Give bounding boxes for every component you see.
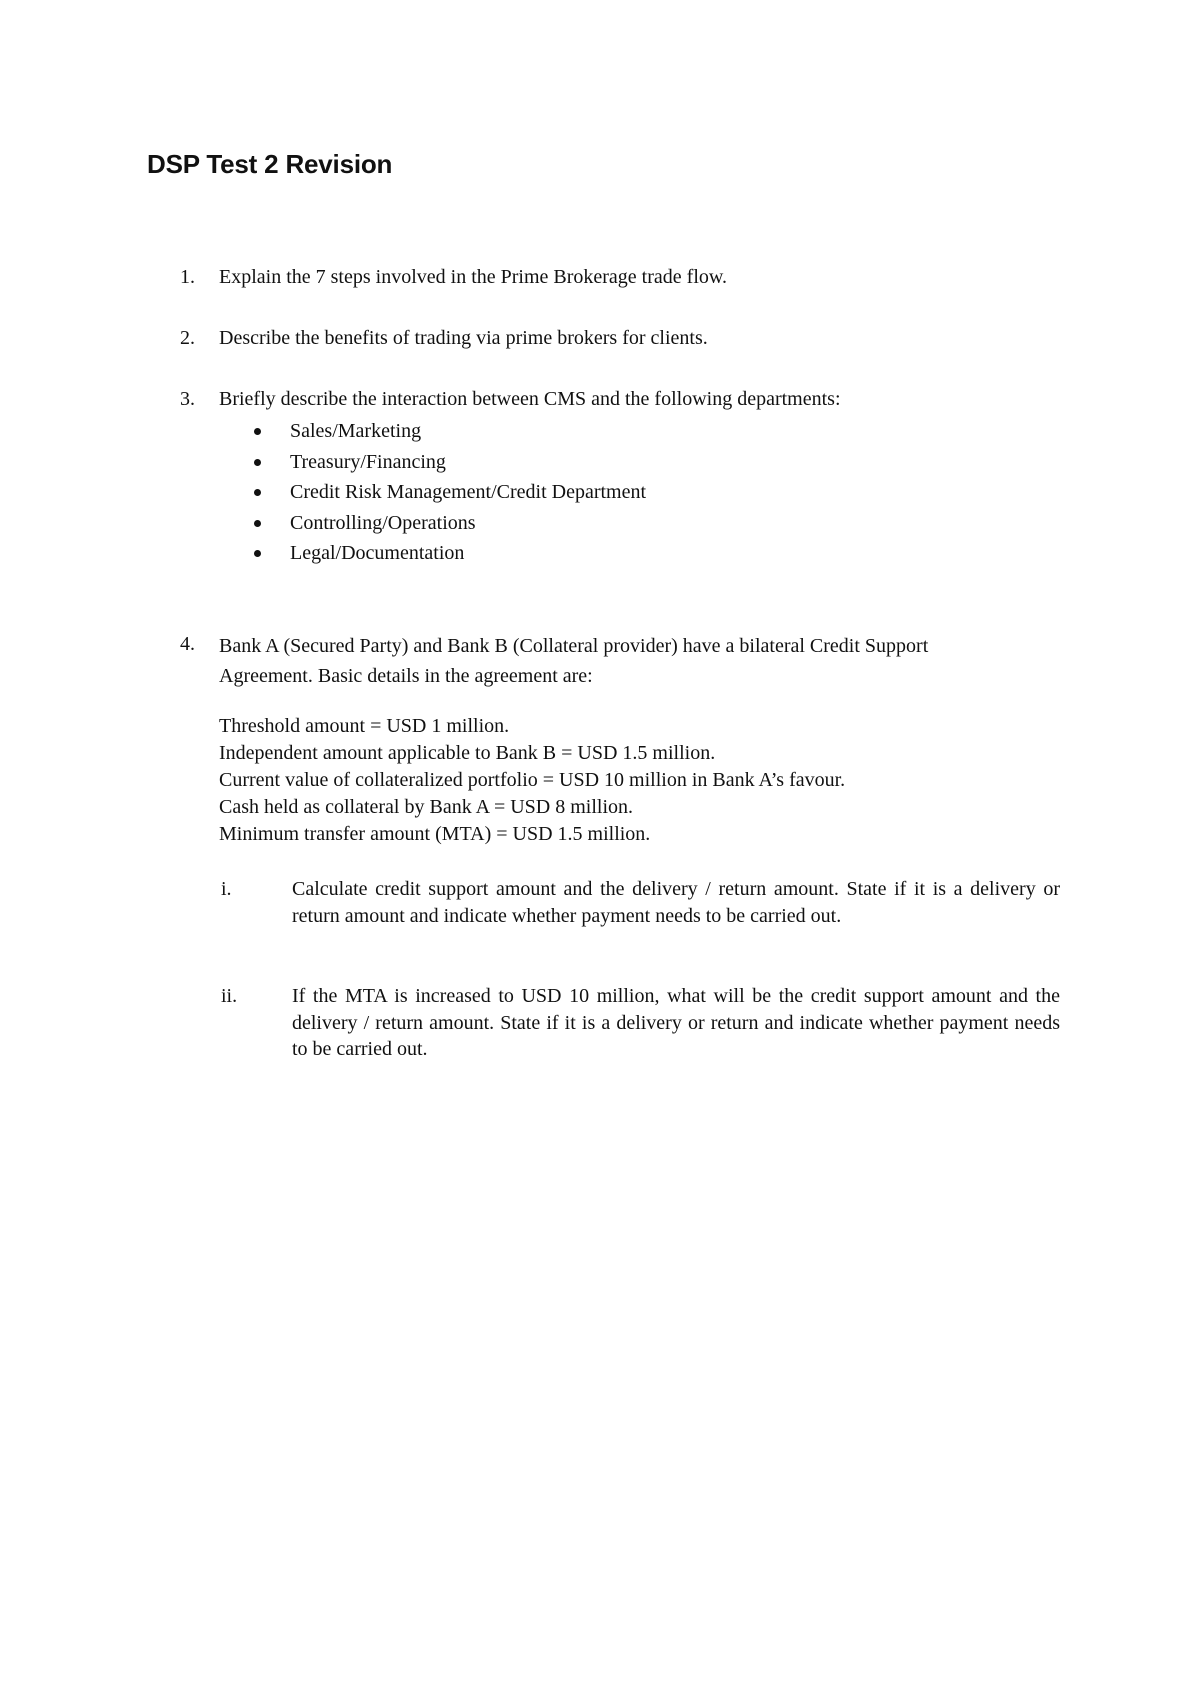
question-number: 4. [180,633,195,655]
question-text: Explain the 7 steps involved in the Prime Brokerage trade flow. [219,266,728,288]
detail-line: Independent amount applicable to Bank B = USD 1.5 million. [219,742,716,764]
detail-line: Cash held as collateral by Bank A = USD 8 million. [219,796,634,818]
bullet-icon [254,520,261,527]
question-text: Bank A (Secured Party) and Bank B (Collateral provider) have a bilateral Credit Support Agreement. Basic details in the agreement are: [219,635,929,687]
question-number: 2. [180,327,195,349]
list-item-label: Sales/Marketing [290,420,422,442]
list-item [249,508,646,539]
question-text: Briefly describe the interaction between CMS and the following departments: [219,388,841,410]
detail-line: Minimum transfer amount (MTA) = USD 1.5 million. [219,823,651,845]
list-item [249,538,646,569]
question-number: 3. [180,388,195,410]
subquestion-text: If the MTA is increased to USD 10 million, what will be the credit support amount and the delivery / return amount. State if it is a delivery or return and indicate whether payment needs to be carried out. [292,985,1060,1060]
list-item-label: Legal/Documentation [290,542,465,564]
detail-line: Current value of collateralized portfolio = USD 10 million in Bank A’s favour. [219,769,846,791]
bullet-icon [254,550,261,557]
detail-line: Threshold amount = USD 1 million. [219,715,510,737]
subquestion-number: ii. [221,985,238,1007]
subquestion-text: Calculate credit support amount and the delivery / return amount. State if it is a delivery or return amount and indicate whether payment needs to be carried out. [292,878,1060,927]
question-number: 1. [180,266,195,288]
bullet-icon [254,428,261,435]
question-text: Describe the benefits of trading via prime brokers for clients. [219,327,708,349]
agreement-details [219,713,1019,848]
department-list [249,416,646,569]
bullet-icon [254,459,261,466]
list-item-label: Treasury/Financing [290,450,446,473]
list-item-label: Controlling/Operations [290,511,476,534]
page-title: DSP Test 2 Revision [147,149,393,179]
list-item [249,447,646,478]
list-item [249,416,646,447]
bullet-icon [254,489,261,496]
list-item [249,477,646,508]
subquestion-number: i. [221,878,232,900]
list-item-label: Credit Risk Management/Credit Department [290,481,647,503]
